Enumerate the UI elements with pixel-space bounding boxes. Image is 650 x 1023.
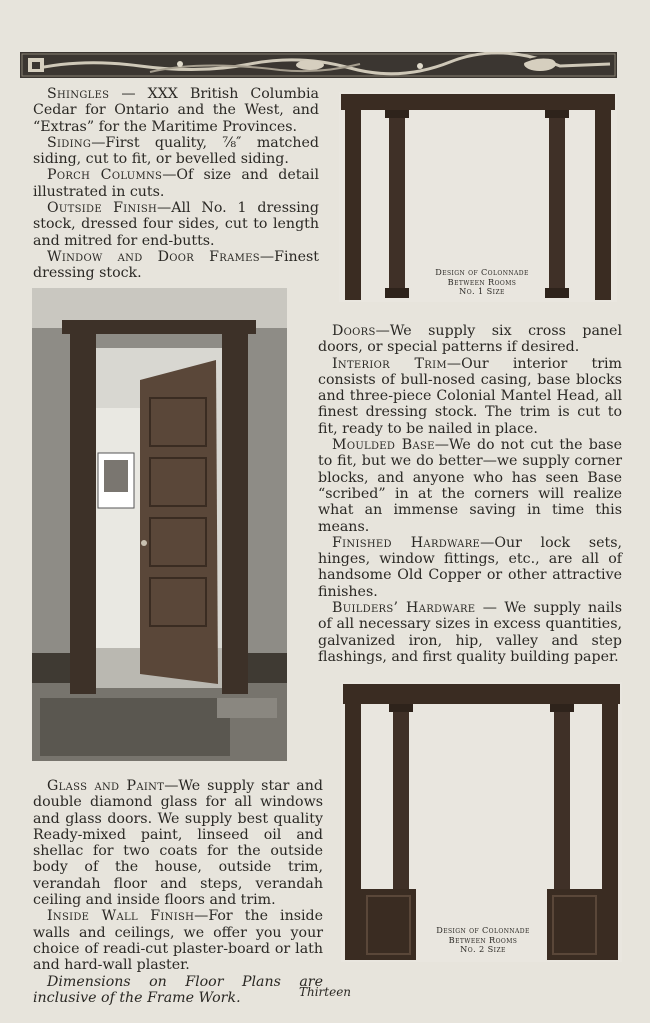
paragraph-shingles xyxy=(33,86,319,135)
paragraph-text: —First quality, ⅞″ matched siding, cut to fit, or bevelled siding. xyxy=(33,134,319,168)
caption-line: No. 2 Size xyxy=(460,944,506,954)
paragraph-head: Siding xyxy=(47,134,92,151)
paragraph-text: —Our lock sets, hinges, window fittings, etc., are all of handsome Old Copper or other attractive finishes. xyxy=(318,534,622,600)
paragraph-head: Shingles xyxy=(47,86,110,102)
paragraph-head: Moulded Base xyxy=(332,437,435,454)
decorative-banner xyxy=(20,52,617,78)
paragraph-finished-hardware xyxy=(318,535,622,600)
paragraph-interior-trim xyxy=(318,356,622,437)
paragraph-head: Finished Hardware xyxy=(332,534,481,551)
paragraph-text: —Finest dressing stock. xyxy=(33,248,319,282)
paragraph-head: Window and Door Frames xyxy=(47,248,260,265)
caption-line: No. 1 Size xyxy=(459,286,505,296)
paragraph-text: —All No. 1 dressing stock, dressed four sides, cut to length and mitred for end-butts. xyxy=(33,200,320,249)
colonnade-2-illustration xyxy=(341,682,622,962)
paragraph-head: Porch Columns xyxy=(47,167,163,184)
paragraph-glass-and-paint xyxy=(33,778,323,908)
paragraph-moulded-base xyxy=(318,437,622,535)
paragraph-head: Interior Trim xyxy=(332,355,447,372)
caption-line: Between Rooms xyxy=(448,934,518,945)
paragraph-text: —We supply star and double diamond glass for all windows and glass doors. We supply best quality Ready-mixed paint, linseed oil and shellac for two coats for the outside body of the house, outside trim, verandah floor and steps, verandah ceiling and inside floors and trim. xyxy=(33,778,323,909)
caption-colonnade-2 xyxy=(418,926,548,955)
paragraph-head: Inside Wall Finish xyxy=(47,908,195,925)
paragraph-text: — We supply nails of all necessary sizes in excess quantities, galvanized iron, hip, valley and step flashings, and first quality building paper. xyxy=(318,600,622,665)
paragraph-head: Doors xyxy=(332,323,376,339)
doorway-photo xyxy=(32,288,287,761)
caption-line: Design of Colonnade xyxy=(436,925,530,935)
paragraph-head: Glass and Paint xyxy=(47,778,165,794)
paragraph-outside-finish xyxy=(33,200,319,249)
paragraph-text: —Our interior trim consists of bull-nosed casing, base blocks and three-piece Colonial Mantel Head, all finest dressing stock. The trim is cut to fit, ready to be nailed in place. xyxy=(318,355,623,437)
caption-line: Design of Colonnade xyxy=(435,267,529,277)
intro-column xyxy=(33,86,319,282)
paragraph-inside-wall-finish xyxy=(33,908,323,973)
paragraph-text: — XXX British Columbia Cedar for Ontario and the West, and “Extras” for the Maritime Provinces. xyxy=(33,86,319,135)
paragraph-builders-hardware xyxy=(318,600,622,665)
paragraph-doors xyxy=(318,323,622,356)
paragraph-siding xyxy=(33,135,319,168)
bottom-column xyxy=(33,778,323,1006)
paragraph-head: Outside Finish xyxy=(47,200,158,217)
caption-line: Between Rooms xyxy=(447,276,517,287)
frame-work-note: Dimensions on Floor Plans are inclusive of the Frame Work. xyxy=(33,973,323,1006)
paragraph-text: —We do not cut the base to fit, but we do better—we supply corner blocks, and anyone who has seen Base “scribed” in at the corners will realize what an immense saving in time this means. xyxy=(318,437,622,535)
page-number: Thirteen xyxy=(298,985,352,999)
middle-column xyxy=(318,323,622,665)
paragraph-text: —Of size and detail illustrated in cuts. xyxy=(33,167,319,200)
paragraph-window-door-frames xyxy=(33,249,319,282)
paragraph-porch-columns xyxy=(33,167,319,200)
caption-colonnade-1 xyxy=(412,268,552,297)
paragraph-text: —For the inside walls and ceilings, we offer you your choice of readi-cut plaster-board or lath and hard-wall plaster. xyxy=(33,908,323,974)
paragraph-text: —We supply six cross panel doors, or special patterns if desired. xyxy=(318,323,622,356)
paragraph-head: Builders’ Hardware xyxy=(332,600,476,617)
